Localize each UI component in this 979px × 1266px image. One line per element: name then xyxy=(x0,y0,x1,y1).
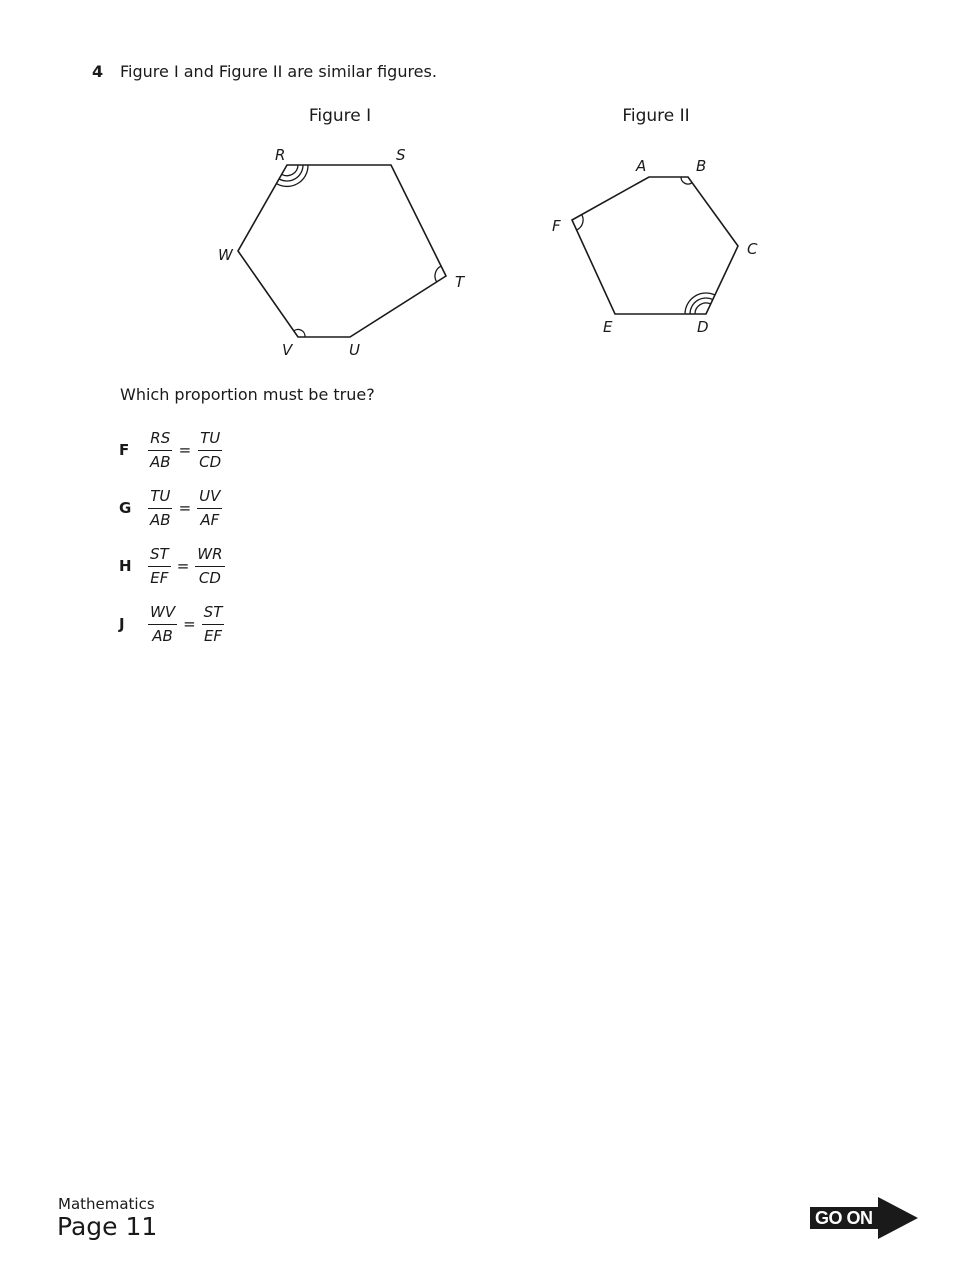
fraction-right xyxy=(202,603,225,646)
denominator: CD xyxy=(199,452,222,471)
similar-figures-diagram xyxy=(0,0,979,380)
figure-1-hexagon xyxy=(238,165,446,337)
equals-sign: = xyxy=(183,615,196,633)
numerator: ST xyxy=(202,603,225,625)
vertex-label-b: B xyxy=(696,157,707,175)
numerator: WV xyxy=(148,603,177,625)
question-number: 4 xyxy=(92,62,104,81)
answer-choice-f[interactable] xyxy=(119,428,223,472)
fraction-left xyxy=(148,545,171,588)
fraction-left xyxy=(148,603,177,646)
answer-choice-j[interactable] xyxy=(119,602,224,646)
vertex-label-u: U xyxy=(349,341,360,359)
denominator: CD xyxy=(198,568,221,587)
answer-choice-g[interactable] xyxy=(119,486,222,530)
denominator: EF xyxy=(203,626,223,645)
equals-sign: = xyxy=(176,557,190,575)
numerator: TU xyxy=(198,429,222,451)
angle-d-mark xyxy=(685,293,715,314)
footer-page-number: Page 11 xyxy=(57,1212,158,1241)
vertex-label-t: T xyxy=(455,273,465,291)
choice-letter: G xyxy=(119,499,132,517)
answer-choice-h[interactable] xyxy=(119,544,225,588)
vertex-label-w: W xyxy=(218,246,233,264)
equals-sign: = xyxy=(178,441,192,459)
fraction-right xyxy=(197,429,223,472)
choice-letter: J xyxy=(119,615,125,633)
vertex-label-f: F xyxy=(552,217,561,235)
numerator: ST xyxy=(148,545,171,567)
vertex-label-c: C xyxy=(747,240,758,258)
vertex-label-r: R xyxy=(275,146,286,164)
numerator: WR xyxy=(195,545,224,567)
figure-2-title: Figure II xyxy=(622,106,690,126)
denominator: AB xyxy=(152,626,173,645)
go-on-label: GO ON xyxy=(815,1208,873,1228)
vertex-label-s: S xyxy=(396,146,406,164)
denominator: AF xyxy=(200,510,220,529)
denominator: AB xyxy=(150,452,171,471)
question-prompt: Which proportion must be true? xyxy=(120,385,375,404)
denominator: EF xyxy=(150,568,169,587)
fraction-left xyxy=(148,487,173,530)
choice-letter: H xyxy=(119,557,132,575)
numerator: UV xyxy=(197,487,222,509)
vertex-label-v: V xyxy=(282,341,293,359)
equals-sign: = xyxy=(178,499,192,517)
numerator: RS xyxy=(148,429,172,451)
figure-2-hexagon xyxy=(572,177,738,314)
fraction-right xyxy=(195,545,224,588)
denominator: AB xyxy=(150,510,171,529)
vertex-label-a: A xyxy=(636,157,647,175)
choice-letter: F xyxy=(119,441,130,459)
numerator: TU xyxy=(148,487,172,509)
vertex-label-d: D xyxy=(697,318,709,336)
fraction-right xyxy=(197,487,222,530)
figure-1-title: Figure I xyxy=(308,106,372,126)
footer-subject: Mathematics xyxy=(58,1195,155,1213)
vertex-label-e: E xyxy=(603,318,613,336)
question-text: Figure I and Figure II are similar figures. xyxy=(120,62,437,81)
fraction-left xyxy=(148,429,173,472)
